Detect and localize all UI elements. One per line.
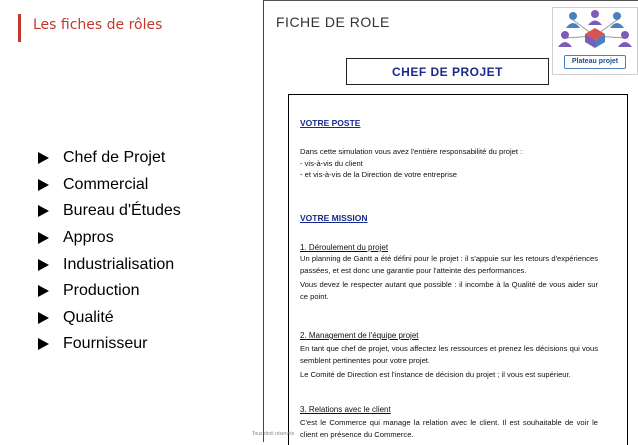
arrow-bullet-icon — [38, 285, 49, 297]
people-network-icon — [553, 8, 637, 56]
role-title-box — [346, 58, 549, 85]
arrow-bullet-icon — [38, 338, 49, 350]
plateau-projet-logo — [552, 7, 638, 75]
list-item: Appros — [38, 225, 181, 252]
arrow-bullet-icon — [38, 152, 49, 164]
list-item: Industrialisation — [38, 251, 181, 278]
subsection-title: 3. Relations avec le client — [300, 405, 391, 414]
subsection-title: 2. Management de l'équipe projet — [300, 331, 419, 340]
list-item: Bureau d'Études — [38, 198, 181, 225]
document-left-border — [263, 0, 264, 442]
logo-caption: Plateau projet — [564, 55, 626, 69]
document-header: FICHE DE ROLE — [276, 14, 390, 30]
section-heading-poste: VOTRE POSTE — [300, 118, 361, 128]
list-item: Production — [38, 278, 181, 305]
mission-s1-text: Un planning de Gantt a été défini pour le projet : il s'appuie sur les retours d'expériences passées, et est donc une garantie pour l'atteinte des performances. Vous devez le respecter autant que possible : il incombe à la Qualité de vous aider sur ce point. — [300, 254, 598, 301]
slide-title: Les fiches de rôles — [33, 17, 163, 33]
list-item: Fournisseur — [38, 331, 181, 358]
mission-s2-text: En tant que chef de projet, vous affectez les ressources et prenez les décisions qui vous semblent pertinentes pour votre projet. Le Comité de Direction est l'instance de décision du projet ; il vous est supérieur. — [300, 344, 598, 379]
arrow-bullet-icon — [38, 232, 49, 244]
section-heading-mission: VOTRE MISSION — [300, 213, 368, 223]
title-accent-bar — [18, 14, 21, 42]
arrow-bullet-icon — [38, 259, 49, 271]
arrow-bullet-icon — [38, 205, 49, 217]
arrow-bullet-icon — [38, 312, 49, 324]
footer-note: Tous droit réservés — [252, 431, 295, 437]
role-list — [38, 145, 181, 358]
list-item: Chef de Projet — [38, 145, 181, 172]
list-item: Qualité — [38, 305, 181, 332]
arrow-bullet-icon — [38, 179, 49, 191]
poste-text: Dans cette simulation vous avez l'entière responsabilité du projet : - vis-à-vis du client - et vis-à-vis de la Direction de votre entreprise — [300, 147, 523, 179]
document-top-border — [263, 0, 638, 1]
role-title: CHEF DE PROJET — [391, 64, 503, 79]
list-item: Commercial — [38, 172, 181, 199]
mission-s3-text: C'est le Commerce qui manage la relation avec le client. Il est souhaitable de voir le client en présence du Commerce. — [300, 418, 598, 439]
subsection-title: 1. Déroulement du projet — [300, 243, 389, 252]
